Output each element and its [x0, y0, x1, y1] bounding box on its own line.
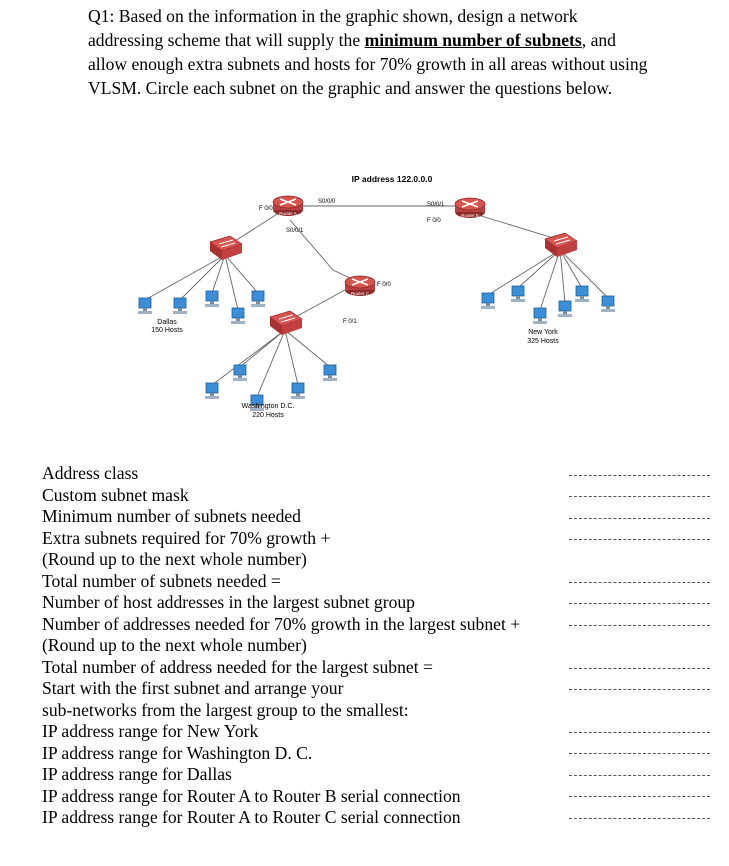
- network-diagram: [0, 160, 729, 460]
- answer-blank[interactable]: [569, 818, 710, 819]
- question-item: Total number of address needed for the largest subnet =: [42, 656, 433, 677]
- interface-label: F 0/0: [259, 206, 273, 212]
- questions-list: [42, 463, 582, 829]
- question-item: IP address range for Washington D. C.: [42, 742, 313, 763]
- question-item: IP address range for New York: [42, 721, 259, 741]
- answer-blank[interactable]: [569, 475, 710, 476]
- question-item: Number of host addresses in the largest subnet group: [42, 592, 415, 612]
- answer-blank[interactable]: [569, 732, 710, 733]
- question-item: IP address range for Router A to Router B serial connection: [42, 785, 461, 806]
- question-item: IP address range for Router A to Router C serial connection: [42, 807, 461, 827]
- washington-name-label: Washington D.C.: [241, 403, 295, 410]
- washington-pc-icon: [291, 383, 305, 399]
- question-prefix: Q1: Based on the information in the graphic shown, design a network addressing scheme that will supply the: [88, 6, 578, 50]
- answer-blank[interactable]: [569, 625, 710, 626]
- newyork-pc-icon: [533, 308, 547, 324]
- ip-address-label: IP address 122.0.0.0: [351, 174, 433, 184]
- newyork-pc-icon: [511, 286, 525, 302]
- question-item: Address class: [42, 463, 139, 483]
- newyork-hosts-label: 325 Hosts: [527, 338, 559, 345]
- newyork-pc-icon: [601, 296, 615, 312]
- question-item: Custom subnet mask: [42, 484, 189, 505]
- newyork-pc-icon: [575, 286, 589, 302]
- washington-pc-icon: [205, 383, 219, 399]
- router-c-label: Router C: [350, 291, 370, 296]
- dallas-pc-icon: [138, 298, 152, 314]
- question-emphasis: minimum number of subnets: [364, 30, 582, 50]
- question-item: Minimum number of subnets needed: [42, 506, 301, 526]
- answer-blank[interactable]: [569, 668, 710, 669]
- question-item: Number of addresses needed for 70% growth in the largest subnet +: [42, 613, 521, 634]
- interface-label: F 0/1: [343, 319, 357, 325]
- router-a-label: Router A: [279, 211, 297, 216]
- dallas-pc-icon: [205, 291, 219, 307]
- answer-blank[interactable]: [569, 796, 710, 797]
- answer-blank[interactable]: [569, 496, 710, 497]
- question-item: sub-networks from the largest group to the smallest:: [42, 699, 409, 720]
- question-item: (Round up to the next whole number): [42, 635, 307, 655]
- network-links: [145, 206, 608, 397]
- question-item: (Round up to the next whole number): [42, 549, 307, 569]
- question-suffix: , and allow enough extra subnets and hosts for 70% growth in all areas without using VLSM. Circle each subnet on the graphic and answer the questions below.: [88, 30, 648, 98]
- dallas-pc-icon: [251, 291, 265, 307]
- dallas-hosts-label: 150 Hosts: [151, 327, 183, 334]
- washington-switch-icon: [270, 311, 302, 335]
- washington-pc-icon: [233, 365, 247, 381]
- answer-blank[interactable]: [569, 518, 710, 519]
- question-item: Extra subnets required for 70% growth +: [42, 527, 331, 548]
- newyork-pc-icon: [481, 293, 495, 309]
- dallas-name-label: Dallas: [157, 319, 177, 326]
- question-item: IP address range for Dallas: [42, 764, 232, 784]
- answer-blank[interactable]: [569, 603, 710, 604]
- washington-hosts-label: 220 Hosts: [252, 412, 284, 419]
- dallas-pc-icon: [231, 308, 245, 324]
- interface-label: S0/0/1: [427, 202, 445, 208]
- newyork-pcs: [481, 286, 615, 324]
- washington-pc-icon: [323, 365, 337, 381]
- question-item: Start with the first subnet and arrange your: [42, 678, 344, 698]
- newyork-pc-icon: [558, 301, 572, 317]
- dallas-pc-icon: [173, 298, 187, 314]
- newyork-name-label: New York: [528, 329, 558, 336]
- answer-blank[interactable]: [569, 753, 710, 754]
- interface-label: F 0/0: [377, 282, 391, 288]
- answer-blank[interactable]: [569, 582, 710, 583]
- answer-blank[interactable]: [569, 539, 710, 540]
- question-item: Total number of subnets needed =: [42, 570, 281, 591]
- question-text: [88, 4, 648, 100]
- answer-blank[interactable]: [569, 775, 710, 776]
- interface-label: S0/0/0: [318, 199, 336, 205]
- interface-label: F 0/0: [427, 218, 441, 224]
- interface-label: S0/0/1: [286, 228, 304, 234]
- router-b-label: Router B: [461, 213, 479, 218]
- answer-blank[interactable]: [569, 689, 710, 690]
